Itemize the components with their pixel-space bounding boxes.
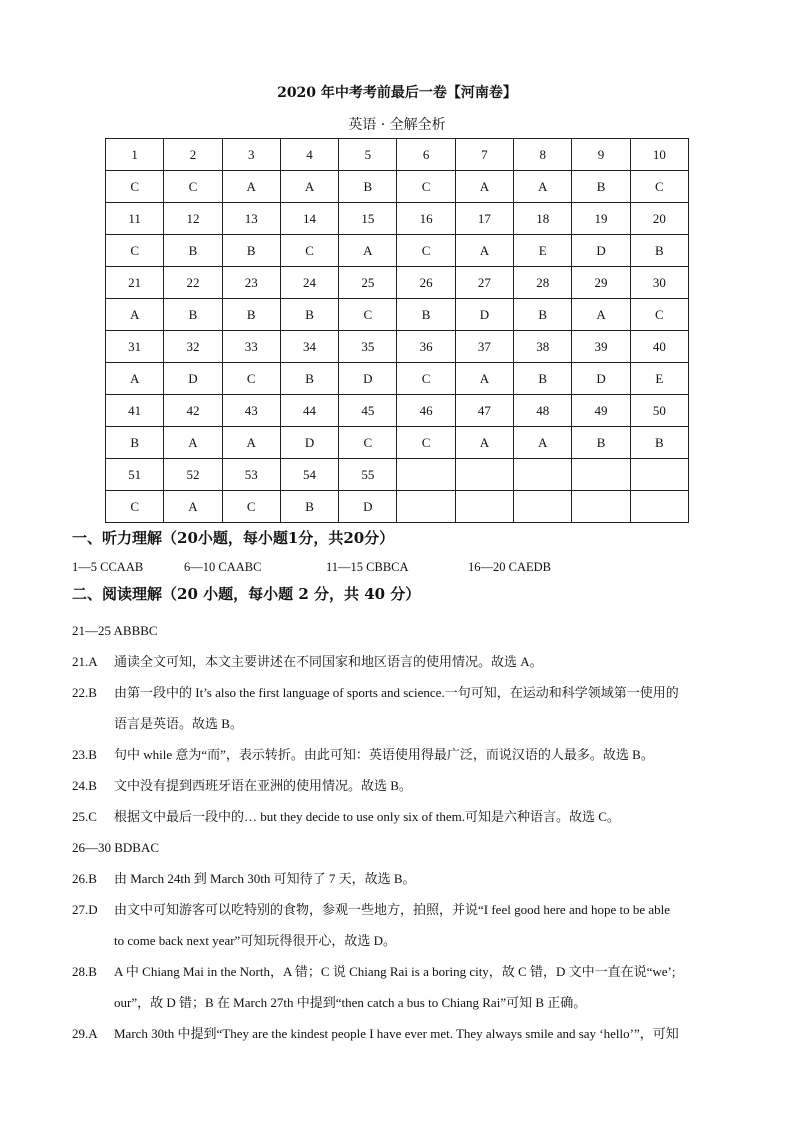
question-number-cell: 22 (164, 267, 222, 299)
listening-answer-group: 6—10 CAABC (184, 560, 262, 574)
question-number-row (106, 203, 689, 235)
answer-cell: D (164, 363, 222, 395)
question-number-cell (455, 459, 513, 491)
answer-cell: B (630, 427, 688, 459)
section-2-heading: 二、阅读理解（20 小题，每小题 2 分，共 40 分） (72, 585, 421, 603)
answer-cell: A (339, 235, 397, 267)
answer-cell: C (280, 235, 338, 267)
answer-cell: A (164, 491, 222, 523)
question-number-cell: 16 (397, 203, 455, 235)
question-number-cell: 30 (630, 267, 688, 299)
question-number-cell: 31 (106, 331, 164, 363)
question-number-cell: 45 (339, 395, 397, 427)
question-number-cell: 33 (222, 331, 280, 363)
question-number-cell: 54 (280, 459, 338, 491)
question-number-cell: 5 (339, 139, 397, 171)
explanation-29 (72, 1018, 732, 1049)
answer-cell: C (222, 363, 280, 395)
answer-cell: B (572, 427, 630, 459)
answer-cell: C (222, 491, 280, 523)
question-number-cell: 35 (339, 331, 397, 363)
answer-cell: B (339, 171, 397, 203)
answer-cell: D (572, 235, 630, 267)
question-number-cell: 23 (222, 267, 280, 299)
question-number-cell: 29 (572, 267, 630, 299)
question-number-cell: 55 (339, 459, 397, 491)
explanation-text: 根据文中最后一段中的… but they decide to use only six of them.可知是六种语言。故选 C。 (114, 809, 620, 824)
answer-cell: C (397, 171, 455, 203)
answer-row (106, 491, 689, 523)
listening-answer-group: 16—20 CAEDB (468, 560, 551, 574)
answer-cell: D (572, 363, 630, 395)
answer-cell: A (222, 427, 280, 459)
answer-table (105, 138, 689, 523)
listening-answer-group: 11—15 CBBCA (326, 560, 409, 574)
question-number-cell: 3 (222, 139, 280, 171)
explanation-25 (72, 801, 732, 832)
answer-cell (397, 491, 455, 523)
answer-cell: A (222, 171, 280, 203)
question-number-cell: 10 (630, 139, 688, 171)
question-number-row (106, 139, 689, 171)
question-number-cell (397, 459, 455, 491)
explanation-23 (72, 739, 732, 770)
question-number-cell: 26 (397, 267, 455, 299)
question-number-cell: 20 (630, 203, 688, 235)
answer-cell: C (106, 171, 164, 203)
question-number: 27.D (72, 902, 98, 917)
answer-cell: C (164, 171, 222, 203)
answer-cell: B (222, 235, 280, 267)
explanation-26 (72, 863, 732, 894)
answer-cell (514, 491, 572, 523)
answer-cell: D (455, 299, 513, 331)
question-number-cell: 15 (339, 203, 397, 235)
question-number-cell: 36 (397, 331, 455, 363)
answer-cell: B (106, 427, 164, 459)
explanation-text: A 中 Chiang Mai in the North，A 错；C 说 Chiang Rai is a boring city，故 C 错，D 文中一直在说“we’; (114, 964, 676, 979)
question-number: 22.B (72, 685, 97, 700)
answer-cell: C (630, 171, 688, 203)
answer-cell: C (106, 235, 164, 267)
question-number-cell: 2 (164, 139, 222, 171)
question-number-row (106, 331, 689, 363)
question-number-cell: 51 (106, 459, 164, 491)
question-number-cell: 46 (397, 395, 455, 427)
question-number-cell: 12 (164, 203, 222, 235)
answer-cell: A (455, 427, 513, 459)
question-number-cell: 24 (280, 267, 338, 299)
answer-cell: B (164, 299, 222, 331)
explanation-text: 由第一段中的 It’s also the first language of sports and science.一句可知，在运动和科学领域第一使用的 (114, 685, 679, 700)
answer-cell: B (280, 491, 338, 523)
question-number-cell: 52 (164, 459, 222, 491)
question-number-cell (514, 459, 572, 491)
answer-cell: B (630, 235, 688, 267)
question-number-cell: 39 (572, 331, 630, 363)
section-1-heading: 一、听力理解（20小题，每小题1分，共20分） (72, 529, 395, 547)
answer-cell: A (164, 427, 222, 459)
answer-cell: A (572, 299, 630, 331)
answer-row (106, 363, 689, 395)
answer-cell: C (630, 299, 688, 331)
listening-answer-group: 1—5 CCAAB (72, 560, 144, 574)
question-number-cell: 25 (339, 267, 397, 299)
answer-cell: A (455, 363, 513, 395)
explanation-text: March 30th 中提到“They are the kindest people I have ever met. They always smile and say ‘hello’”，可知 (114, 1026, 679, 1041)
question-number-cell: 48 (514, 395, 572, 427)
answer-cell: D (339, 363, 397, 395)
explanation-text: 通读全文可知，本文主要讲述在不同国家和地区语言的使用情况。故选 A。 (114, 654, 543, 669)
question-number-cell: 9 (572, 139, 630, 171)
question-number: 28.B (72, 964, 97, 979)
answer-cell: A (514, 171, 572, 203)
answer-cell: B (514, 299, 572, 331)
question-number-cell: 44 (280, 395, 338, 427)
question-number-row (106, 267, 689, 299)
page-subtitle: 英语 · 全解全析 (348, 117, 446, 133)
question-number-cell: 13 (222, 203, 280, 235)
answer-cell: D (339, 491, 397, 523)
question-number-cell: 49 (572, 395, 630, 427)
explanation-22-cont: 语言是英语。故选 B。 (114, 716, 243, 731)
question-number-cell: 42 (164, 395, 222, 427)
answer-row (106, 235, 689, 267)
answer-cell: C (339, 427, 397, 459)
answer-cell: B (572, 171, 630, 203)
question-number-cell: 27 (455, 267, 513, 299)
question-number-cell: 7 (455, 139, 513, 171)
question-number-cell: 14 (280, 203, 338, 235)
question-number: 25.C (72, 809, 97, 824)
explanation-28 (72, 956, 732, 987)
answer-group-21-25: 21—25 ABBBC (72, 623, 158, 638)
question-number-cell: 32 (164, 331, 222, 363)
reading-explanations (72, 615, 732, 1049)
question-number-cell: 47 (455, 395, 513, 427)
page-title: 2020 年中考考前最后一卷【河南卷】 (277, 85, 517, 101)
question-number-cell: 43 (222, 395, 280, 427)
explanation-27 (72, 894, 732, 925)
answer-cell: B (280, 299, 338, 331)
explanation-text: 文中没有提到西班牙语在亚洲的使用情况。故选 B。 (114, 778, 412, 793)
question-number-cell: 8 (514, 139, 572, 171)
answer-cell (630, 491, 688, 523)
question-number: 29.A (72, 1026, 98, 1041)
answer-row (106, 171, 689, 203)
question-number-cell: 53 (222, 459, 280, 491)
answer-cell: B (514, 363, 572, 395)
question-number-cell: 1 (106, 139, 164, 171)
question-number: 21.A (72, 654, 98, 669)
question-number-cell: 38 (514, 331, 572, 363)
question-number-cell: 41 (106, 395, 164, 427)
answer-cell: B (222, 299, 280, 331)
answer-cell: C (106, 491, 164, 523)
question-number-cell: 21 (106, 267, 164, 299)
answer-cell (572, 491, 630, 523)
explanation-28-cont: our”，故 D 错；B 在 March 27th 中提到“then catch a bus to Chiang Rai”可知 B 正确。 (114, 995, 587, 1010)
question-number-cell: 50 (630, 395, 688, 427)
answer-cell: A (514, 427, 572, 459)
question-number-row (106, 395, 689, 427)
question-number-cell: 40 (630, 331, 688, 363)
answer-cell: C (397, 363, 455, 395)
question-number-row (106, 459, 689, 491)
answer-row (106, 299, 689, 331)
answer-cell: A (106, 299, 164, 331)
answer-cell (455, 491, 513, 523)
question-number-cell: 4 (280, 139, 338, 171)
question-number-cell: 6 (397, 139, 455, 171)
explanation-text: 句中 while 意为“而”，表示转折。由此可知：英语使用得最广泛，而说汉语的人最多。故选 B。 (114, 747, 654, 762)
answer-cell: C (397, 427, 455, 459)
question-number-cell: 19 (572, 203, 630, 235)
answer-cell: A (106, 363, 164, 395)
question-number: 26.B (72, 871, 97, 886)
question-number-cell: 28 (514, 267, 572, 299)
question-number-cell: 18 (514, 203, 572, 235)
explanation-27-cont: to come back next year”可知玩得很开心，故选 D。 (114, 933, 396, 948)
question-number-cell: 34 (280, 331, 338, 363)
explanation-22 (72, 677, 732, 708)
question-number-cell: 37 (455, 331, 513, 363)
question-number-cell: 11 (106, 203, 164, 235)
answer-cell: B (164, 235, 222, 267)
answer-group-26-30: 26—30 BDBAC (72, 840, 160, 855)
answer-cell: B (280, 363, 338, 395)
answer-cell: D (280, 427, 338, 459)
question-number-cell (630, 459, 688, 491)
listening-answers (72, 560, 551, 575)
answer-cell: A (455, 171, 513, 203)
answer-cell: E (630, 363, 688, 395)
answer-cell: E (514, 235, 572, 267)
question-number: 23.B (72, 747, 97, 762)
answer-cell: A (280, 171, 338, 203)
answer-cell: C (397, 235, 455, 267)
question-number: 24.B (72, 778, 97, 793)
explanation-text: 由 March 24th 到 March 30th 可知待了 7 天，故选 B。 (114, 871, 416, 886)
explanation-21 (72, 646, 732, 677)
explanation-text: 由文中可知游客可以吃特别的食物，参观一些地方，拍照，并说“I feel good here and hope to be able (114, 902, 671, 917)
answer-cell: A (455, 235, 513, 267)
answer-cell: C (339, 299, 397, 331)
answer-cell: B (397, 299, 455, 331)
question-number-cell (572, 459, 630, 491)
explanation-24 (72, 770, 732, 801)
question-number-cell: 17 (455, 203, 513, 235)
answer-row (106, 427, 689, 459)
